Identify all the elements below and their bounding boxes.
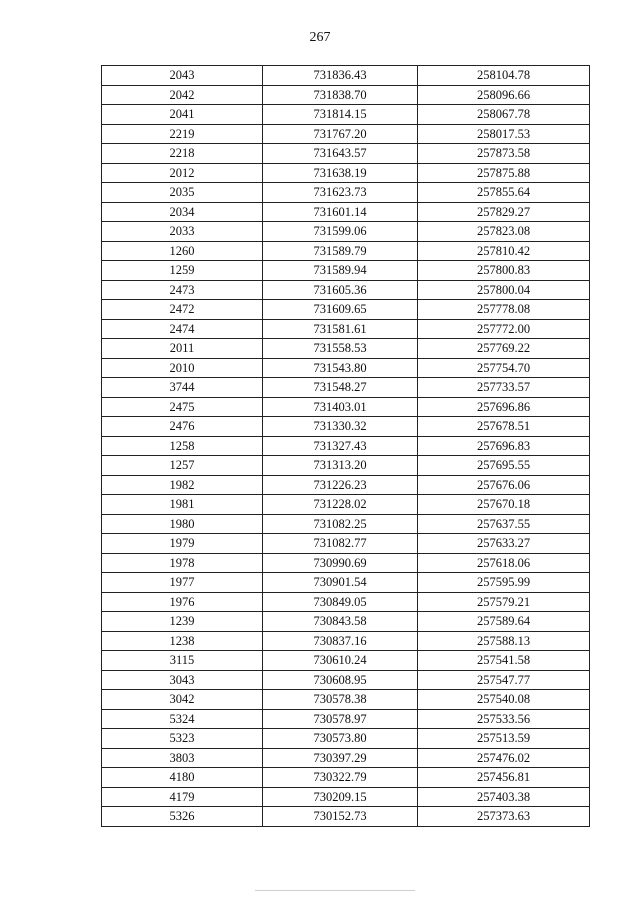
table-row: [102, 553, 590, 573]
y-coordinate-cell: 257800.83: [418, 261, 590, 281]
y-coordinate-cell: 257829.27: [418, 202, 590, 222]
y-coordinate-cell: 257696.83: [418, 436, 590, 456]
x-coordinate-cell: 731548.27: [263, 378, 418, 398]
coordinates-table-body: [102, 66, 590, 827]
x-coordinate-cell: 730573.80: [263, 729, 418, 749]
point-id-cell: 1260: [102, 241, 263, 261]
point-id-cell: 2011: [102, 339, 263, 359]
point-id-cell: 5323: [102, 729, 263, 749]
point-id-cell: 1979: [102, 534, 263, 554]
y-coordinate-cell: 258017.53: [418, 124, 590, 144]
x-coordinate-cell: 731313.20: [263, 456, 418, 476]
y-coordinate-cell: 257670.18: [418, 495, 590, 515]
x-coordinate-cell: 730578.97: [263, 709, 418, 729]
table-row: [102, 592, 590, 612]
point-id-cell: 2473: [102, 280, 263, 300]
point-id-cell: 3043: [102, 670, 263, 690]
point-id-cell: 1978: [102, 553, 263, 573]
point-id-cell: 4179: [102, 787, 263, 807]
table-row: [102, 222, 590, 242]
table-row: [102, 105, 590, 125]
x-coordinate-cell: 731605.36: [263, 280, 418, 300]
x-coordinate-cell: 731623.73: [263, 183, 418, 203]
table-row: [102, 358, 590, 378]
y-coordinate-cell: 258067.78: [418, 105, 590, 125]
y-coordinate-cell: 257696.86: [418, 397, 590, 417]
table-row: [102, 280, 590, 300]
point-id-cell: 2219: [102, 124, 263, 144]
table-row: [102, 124, 590, 144]
x-coordinate-cell: 730578.38: [263, 690, 418, 710]
table-row: [102, 475, 590, 495]
x-coordinate-cell: 731330.32: [263, 417, 418, 437]
y-coordinate-cell: 257772.00: [418, 319, 590, 339]
point-id-cell: 5324: [102, 709, 263, 729]
y-coordinate-cell: 257778.08: [418, 300, 590, 320]
x-coordinate-cell: 731589.94: [263, 261, 418, 281]
x-coordinate-cell: 730610.24: [263, 651, 418, 671]
x-coordinate-cell: 730843.58: [263, 612, 418, 632]
y-coordinate-cell: 257769.22: [418, 339, 590, 359]
x-coordinate-cell: 731589.79: [263, 241, 418, 261]
point-id-cell: 1981: [102, 495, 263, 515]
point-id-cell: 2475: [102, 397, 263, 417]
x-coordinate-cell: 730152.73: [263, 807, 418, 827]
point-id-cell: 3803: [102, 748, 263, 768]
y-coordinate-cell: 257476.02: [418, 748, 590, 768]
table-row: [102, 534, 590, 554]
y-coordinate-cell: 257547.77: [418, 670, 590, 690]
point-id-cell: 2043: [102, 66, 263, 86]
y-coordinate-cell: 257533.56: [418, 709, 590, 729]
table-row: [102, 144, 590, 164]
table-row: [102, 66, 590, 86]
table-row: [102, 768, 590, 788]
table-row: [102, 397, 590, 417]
x-coordinate-cell: 731082.25: [263, 514, 418, 534]
x-coordinate-cell: 731558.53: [263, 339, 418, 359]
table-row: [102, 729, 590, 749]
table-row: [102, 241, 590, 261]
point-id-cell: 2041: [102, 105, 263, 125]
x-coordinate-cell: 731767.20: [263, 124, 418, 144]
y-coordinate-cell: 257373.63: [418, 807, 590, 827]
point-id-cell: 1982: [102, 475, 263, 495]
table-row: [102, 631, 590, 651]
table-row: [102, 456, 590, 476]
x-coordinate-cell: 731836.43: [263, 66, 418, 86]
y-coordinate-cell: 258104.78: [418, 66, 590, 86]
point-id-cell: 1238: [102, 631, 263, 651]
point-id-cell: 2218: [102, 144, 263, 164]
y-coordinate-cell: 257733.57: [418, 378, 590, 398]
table-row: [102, 339, 590, 359]
table-row: [102, 787, 590, 807]
point-id-cell: 3042: [102, 690, 263, 710]
y-coordinate-cell: 257810.42: [418, 241, 590, 261]
x-coordinate-cell: 731327.43: [263, 436, 418, 456]
y-coordinate-cell: 257588.13: [418, 631, 590, 651]
table-row: [102, 319, 590, 339]
x-coordinate-cell: 730322.79: [263, 768, 418, 788]
table-row: [102, 651, 590, 671]
x-coordinate-cell: 731082.77: [263, 534, 418, 554]
point-id-cell: 2033: [102, 222, 263, 242]
x-coordinate-cell: 731643.57: [263, 144, 418, 164]
x-coordinate-cell: 731838.70: [263, 85, 418, 105]
table-row: [102, 807, 590, 827]
bottom-divider: [255, 890, 415, 891]
y-coordinate-cell: 257513.59: [418, 729, 590, 749]
point-id-cell: 5326: [102, 807, 263, 827]
y-coordinate-cell: 257695.55: [418, 456, 590, 476]
table-row: [102, 417, 590, 437]
y-coordinate-cell: 257678.51: [418, 417, 590, 437]
y-coordinate-cell: 257618.06: [418, 553, 590, 573]
x-coordinate-cell: 731599.06: [263, 222, 418, 242]
y-coordinate-cell: 257800.04: [418, 280, 590, 300]
x-coordinate-cell: 730397.29: [263, 748, 418, 768]
point-id-cell: 2010: [102, 358, 263, 378]
point-id-cell: 1239: [102, 612, 263, 632]
x-coordinate-cell: 730608.95: [263, 670, 418, 690]
point-id-cell: 2012: [102, 163, 263, 183]
table-row: [102, 612, 590, 632]
y-coordinate-cell: 257633.27: [418, 534, 590, 554]
coordinates-table: [101, 65, 590, 827]
y-coordinate-cell: 257403.38: [418, 787, 590, 807]
table-row: [102, 514, 590, 534]
x-coordinate-cell: 731403.01: [263, 397, 418, 417]
table-row: [102, 183, 590, 203]
y-coordinate-cell: 257456.81: [418, 768, 590, 788]
point-id-cell: 4180: [102, 768, 263, 788]
point-id-cell: 2476: [102, 417, 263, 437]
x-coordinate-cell: 730209.15: [263, 787, 418, 807]
x-coordinate-cell: 730990.69: [263, 553, 418, 573]
y-coordinate-cell: 257589.64: [418, 612, 590, 632]
point-id-cell: 3744: [102, 378, 263, 398]
table-row: [102, 436, 590, 456]
x-coordinate-cell: 730849.05: [263, 592, 418, 612]
point-id-cell: 2035: [102, 183, 263, 203]
x-coordinate-cell: 730837.16: [263, 631, 418, 651]
y-coordinate-cell: 257637.55: [418, 514, 590, 534]
table-row: [102, 378, 590, 398]
table-row: [102, 748, 590, 768]
x-coordinate-cell: 731814.15: [263, 105, 418, 125]
y-coordinate-cell: 257754.70: [418, 358, 590, 378]
point-id-cell: 1257: [102, 456, 263, 476]
point-id-cell: 1259: [102, 261, 263, 281]
point-id-cell: 2042: [102, 85, 263, 105]
x-coordinate-cell: 731609.65: [263, 300, 418, 320]
y-coordinate-cell: 257873.58: [418, 144, 590, 164]
x-coordinate-cell: 731543.80: [263, 358, 418, 378]
x-coordinate-cell: 731228.02: [263, 495, 418, 515]
x-coordinate-cell: 731226.23: [263, 475, 418, 495]
y-coordinate-cell: 257855.64: [418, 183, 590, 203]
x-coordinate-cell: 731581.61: [263, 319, 418, 339]
point-id-cell: 1258: [102, 436, 263, 456]
table-row: [102, 85, 590, 105]
point-id-cell: 2472: [102, 300, 263, 320]
y-coordinate-cell: 257541.58: [418, 651, 590, 671]
point-id-cell: 1980: [102, 514, 263, 534]
table-row: [102, 202, 590, 222]
point-id-cell: 2034: [102, 202, 263, 222]
table-row: [102, 300, 590, 320]
point-id-cell: 3115: [102, 651, 263, 671]
table-row: [102, 709, 590, 729]
y-coordinate-cell: 257676.06: [418, 475, 590, 495]
y-coordinate-cell: 257579.21: [418, 592, 590, 612]
y-coordinate-cell: 257595.99: [418, 573, 590, 593]
point-id-cell: 1976: [102, 592, 263, 612]
x-coordinate-cell: 731638.19: [263, 163, 418, 183]
x-coordinate-cell: 731601.14: [263, 202, 418, 222]
y-coordinate-cell: 257540.08: [418, 690, 590, 710]
y-coordinate-cell: 258096.66: [418, 85, 590, 105]
table-row: [102, 495, 590, 515]
point-id-cell: 1977: [102, 573, 263, 593]
table-row: [102, 573, 590, 593]
y-coordinate-cell: 257823.08: [418, 222, 590, 242]
page-number: 267: [309, 30, 331, 45]
table-row: [102, 163, 590, 183]
table-row: [102, 670, 590, 690]
x-coordinate-cell: 730901.54: [263, 573, 418, 593]
point-id-cell: 2474: [102, 319, 263, 339]
table-row: [102, 261, 590, 281]
y-coordinate-cell: 257875.88: [418, 163, 590, 183]
table-row: [102, 690, 590, 710]
